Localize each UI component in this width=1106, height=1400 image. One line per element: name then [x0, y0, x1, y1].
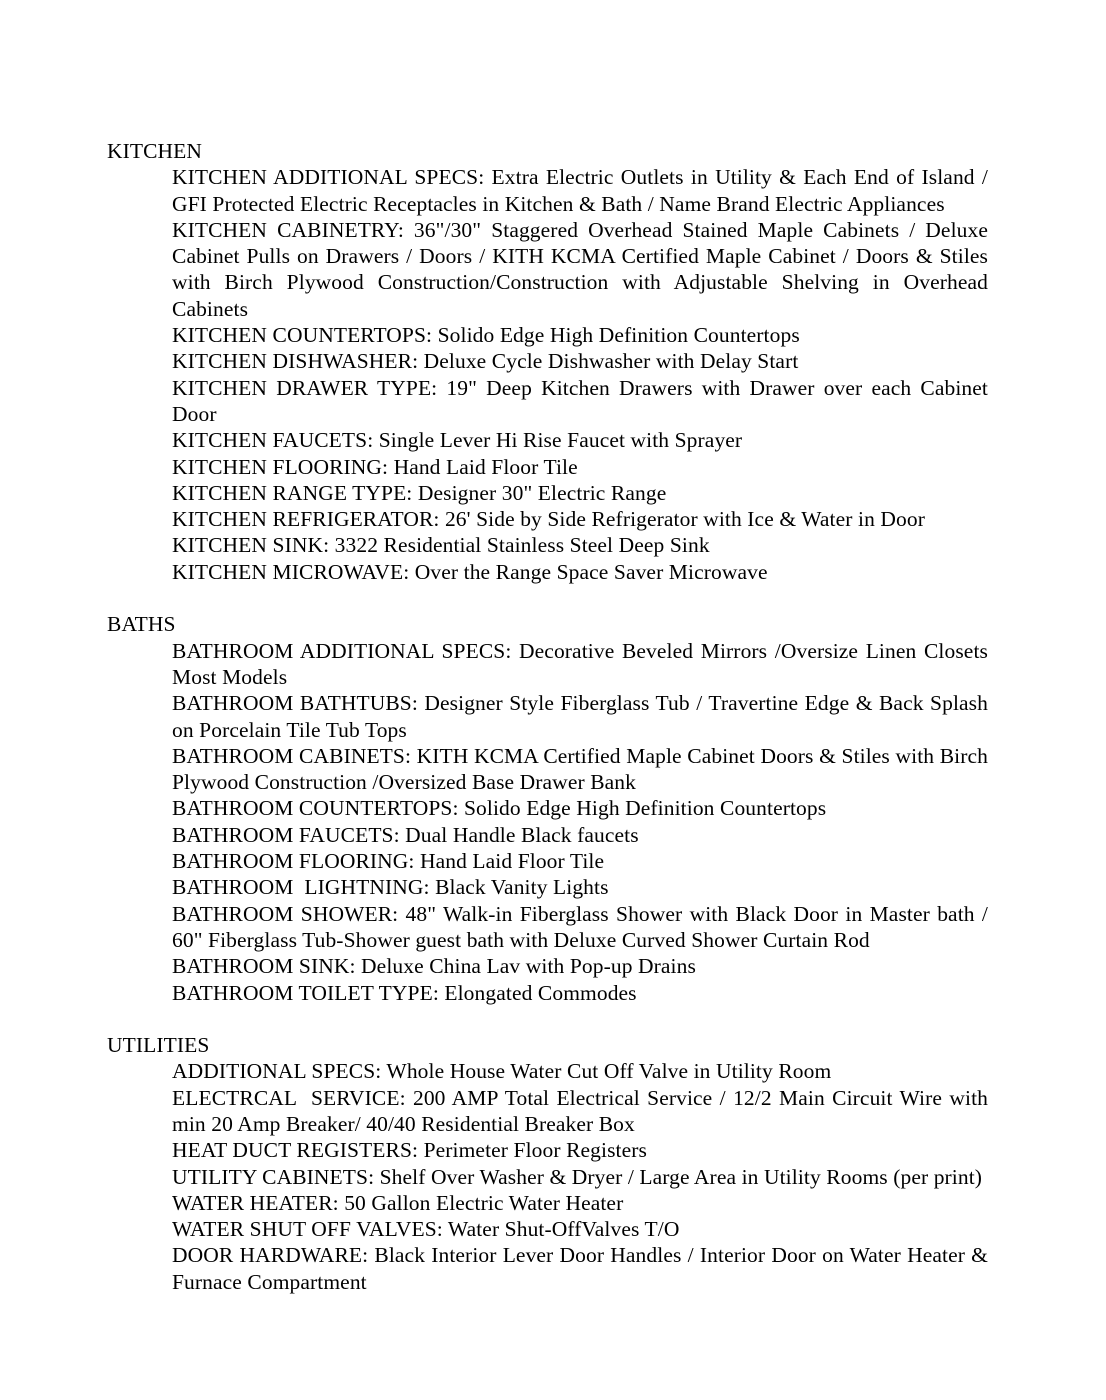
- spec-item: BATHROOM FAUCETS: Dual Handle Black faucets: [172, 822, 639, 847]
- spec-section: [107, 1032, 994, 1295]
- spec-item: KITCHEN ADDITIONAL SPECS: Extra Electric Outlets in Utility & Each End of Island / GFI Protected Electric Receptacles in Kitchen & Bath / Name Brand Electric Appliances: [172, 165, 994, 216]
- spec-item: KITCHEN COUNTERTOPS: Solido Edge High Definition Countertops: [172, 323, 800, 348]
- spec-item: ADDITIONAL SPECS: Whole House Water Cut Off Valve in Utility Room: [172, 1059, 832, 1084]
- spec-item: KITCHEN CABINETRY: 36"/30" Staggered Overhead Stained Maple Cabinets / Deluxe Cabinet Pulls on Drawers / Doors / KITH KCMA Certified Maple Cabinet / Doors & Stiles with Birch Plywood Construction/Construction with Adjustable Shelving in Overhead Cabinets: [172, 217, 994, 321]
- spec-item: BATHROOM CABINETS: KITH KCMA Certified Maple Cabinet Doors & Stiles with Birch Plywood Construction /Oversized Base Drawer Bank: [172, 743, 994, 795]
- spec-item: BATHROOM SINK: Deluxe China Lav with Pop-up Drains: [172, 954, 696, 979]
- spec-item: WATER HEATER: 50 Gallon Electric Water Heater: [172, 1190, 624, 1215]
- spec-item: WATER SHUT OFF VALVES: Water Shut-OffValves T/O: [172, 1217, 680, 1242]
- spec-item: KITCHEN DISHWASHER: Deluxe Cycle Dishwasher with Delay Start: [172, 349, 799, 374]
- section-heading: UTILITIES: [107, 1033, 210, 1058]
- spec-item: BATHROOM BATHTUBS: Designer Style Fiberglass Tub / Travertine Edge & Back Splash on Porcelain Tile Tub Tops: [172, 691, 994, 742]
- spec-section: [107, 611, 994, 1005]
- spec-item: BATHROOM SHOWER: 48" Walk-in Fiberglass Shower with Black Door in Master bath / 60" Fiberglass Tub-Shower guest bath with Deluxe Curved Shower Curtain Rod: [172, 901, 994, 952]
- spec-section: [107, 138, 994, 585]
- spec-item: ELECTRCAL SERVICE: 200 AMP Total Electrical Service / 12/2 Main Circuit Wire with min 20 Amp Breaker/ 40/40 Residential Breaker Box: [172, 1085, 994, 1136]
- spec-item: UTILITY CABINETS: Shelf Over Washer & Dryer / Large Area in Utility Rooms (per print): [172, 1164, 983, 1189]
- spec-item: BATHROOM FLOORING: Hand Laid Floor Tile: [172, 849, 605, 874]
- spec-item: KITCHEN FAUCETS: Single Lever Hi Rise Faucet with Sprayer: [172, 428, 743, 453]
- spec-item: DOOR HARDWARE: Black Interior Lever Door Handles / Interior Door on Water Heater & Furnace Compartment: [172, 1243, 994, 1294]
- spec-list: [172, 164, 994, 585]
- section-heading: KITCHEN: [107, 139, 203, 163]
- spec-item: BATHROOM LIGHTNING: Black Vanity Lights: [172, 875, 609, 900]
- section-heading: BATHS: [107, 612, 176, 637]
- spec-item: KITCHEN RANGE TYPE: Designer 30" Electric Range: [172, 480, 667, 505]
- spec-item: KITCHEN MICROWAVE: Over the Range Space Saver Microwave: [172, 559, 768, 584]
- spec-item: HEAT DUCT REGISTERS: Perimeter Floor Registers: [172, 1138, 647, 1163]
- spec-item: KITCHEN REFRIGERATOR: 26' Side by Side Refrigerator with Ice & Water in Door: [172, 507, 925, 532]
- spec-item: KITCHEN FLOORING: Hand Laid Floor Tile: [172, 454, 578, 479]
- spec-list: [172, 638, 994, 1006]
- spec-item: BATHROOM ADDITIONAL SPECS: Decorative Beveled Mirrors /Oversize Linen Closets Most Models: [172, 638, 994, 689]
- specifications-body: [107, 138, 994, 1295]
- spec-list: [172, 1058, 994, 1295]
- spec-item: KITCHEN SINK: 3322 Residential Stainless Steel Deep Sink: [172, 533, 710, 558]
- spec-item: BATHROOM TOILET TYPE: Elongated Commodes: [172, 980, 637, 1005]
- spec-item: BATHROOM COUNTERTOPS: Solido Edge High Definition Countertops: [172, 796, 827, 821]
- spec-item: KITCHEN DRAWER TYPE: 19" Deep Kitchen Drawers with Drawer over each Cabinet Door: [172, 375, 994, 426]
